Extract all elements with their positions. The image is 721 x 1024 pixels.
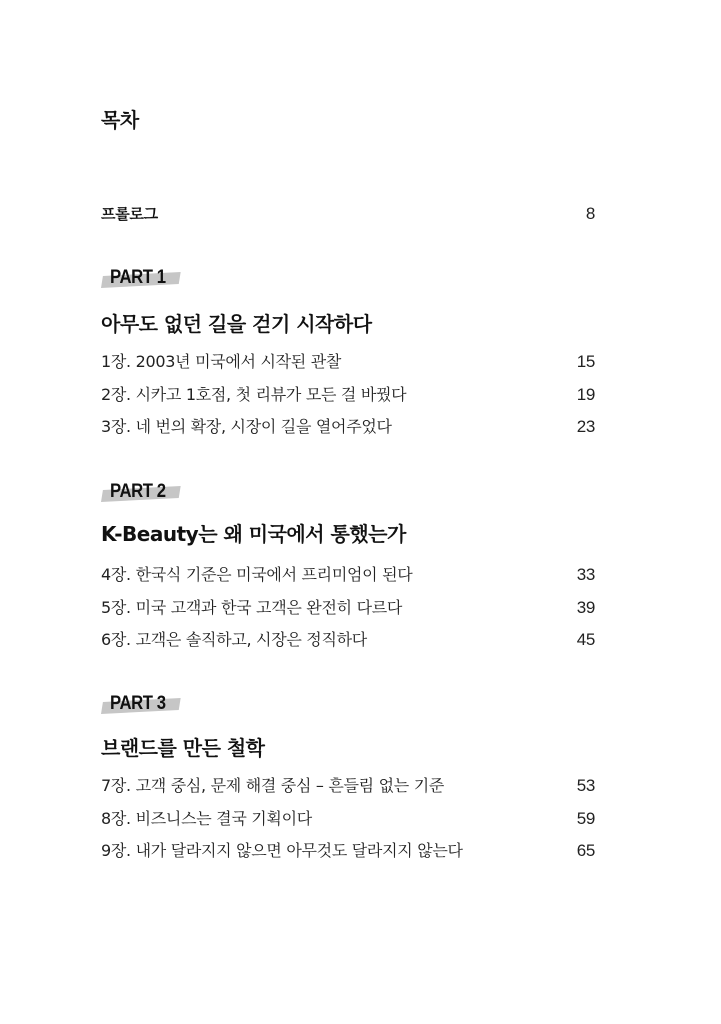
- part-title: 아무도 없던 길을 걷기 시작하다: [101, 312, 372, 336]
- part-title: 브랜드를 만든 철학: [101, 736, 265, 760]
- entry-page-number: 45: [576, 630, 595, 649]
- part-badge-1: [101, 267, 179, 289]
- toc-entry[interactable]: [101, 627, 595, 650]
- entry-label: 8장. 비즈니스는 결국 기획이다: [101, 809, 312, 828]
- entry-label: 2장. 시카고 1호점, 첫 리뷰가 모든 걸 바꿨다: [101, 385, 407, 404]
- toc-entry[interactable]: [101, 382, 595, 405]
- toc-entry[interactable]: [101, 806, 595, 829]
- page-title: 목차: [101, 108, 139, 132]
- entry-page-number: 53: [576, 776, 595, 795]
- entry-page-number: 59: [576, 809, 595, 828]
- entry-label: 3장. 네 번의 확장, 시장이 길을 열어주었다: [101, 417, 392, 436]
- entry-label: 6장. 고객은 솔직하고, 시장은 정직하다: [101, 630, 367, 649]
- part-label: PART 3: [110, 693, 166, 714]
- toc-entry[interactable]: [101, 562, 595, 585]
- entry-label: 9장. 내가 달라지지 않으면 아무것도 달라지지 않는다: [101, 841, 463, 860]
- entry-label: 4장. 한국식 기준은 미국에서 프리미엄이 된다: [101, 565, 413, 584]
- entry-page-number: 33: [576, 565, 595, 584]
- entry-page-number: 23: [576, 417, 595, 436]
- entry-page-number: 8: [585, 204, 595, 223]
- part-label: PART 2: [110, 481, 166, 502]
- entry-page-number: 39: [576, 598, 595, 617]
- part-badge-3: [101, 693, 179, 715]
- entry-label: 프롤로그: [101, 205, 158, 223]
- entry-label: 5장. 미국 고객과 한국 고객은 완전히 다르다: [101, 598, 403, 617]
- part-title: K-Beauty는 왜 미국에서 통했는가: [101, 522, 406, 546]
- toc-entry[interactable]: [101, 773, 595, 796]
- entry-page-number: 65: [576, 841, 595, 860]
- entry-label: 7장. 고객 중심, 문제 해결 중심 – 흔들림 없는 기준: [101, 776, 445, 795]
- toc-entry-prologue[interactable]: [101, 203, 595, 224]
- entry-page-number: 15: [576, 352, 595, 371]
- toc-entry[interactable]: [101, 414, 595, 437]
- toc-entry[interactable]: [101, 595, 595, 618]
- entry-page-number: 19: [576, 385, 595, 404]
- toc-entry[interactable]: [101, 838, 595, 861]
- entry-label: 1장. 2003년 미국에서 시작된 관찰: [101, 352, 342, 371]
- part-badge-2: [101, 481, 179, 503]
- part-label: PART 1: [110, 267, 166, 288]
- toc-entry[interactable]: [101, 349, 595, 372]
